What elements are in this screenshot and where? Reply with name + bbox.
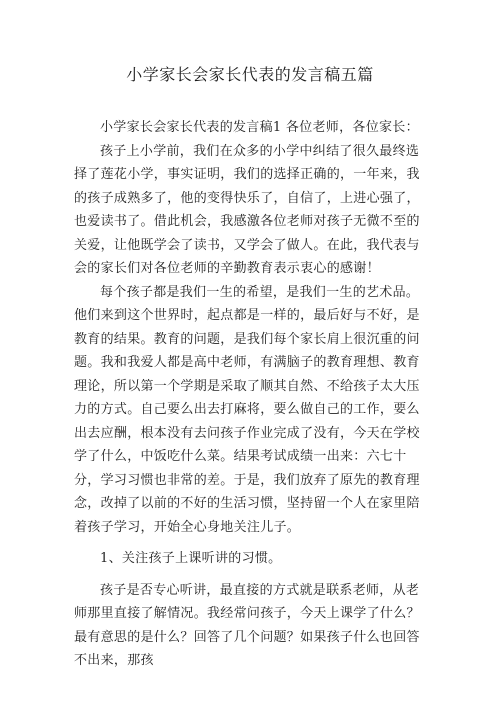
document-body (74, 116, 428, 673)
section-heading-listening-habit: 1、关注孩子上课听讲的习惯。 (100, 551, 282, 566)
paragraph-greeting: 小学家长会家长代表的发言稿1 各位老师，各位家长： (100, 120, 419, 135)
document-title: 小学家长会家长代表的发言稿五篇 (126, 65, 374, 84)
paragraph-intro: 孩子上小学前，我们在众多的小学中纠结了很久最终选择了莲花小学，事实证明，我们的选择正确的，一年来，我的孩子成熟多了，他的变得快乐了，自信了，上进心强了，也爱读书了。借此机会，我感激各位老师对孩子无微不至的关爱，让他既学会了读书，又学会了做人。在此，我代表与会的家长们对各位老师的辛勤教育表示衷心的感谢！ (74, 143, 420, 276)
paragraph-listening: 孩子是否专心听讲，最直接的方式就是联系老师，从老师那里直接了解情况。我经常问孩子，今天上课学了什么？最有意思的是什么？回答了几个问题？如果孩子什么也回答不出来，那孩 (74, 582, 420, 668)
paragraph-education: 每个孩子都是我们一生的希望，是我们一生的艺术品。他们来到这个世界时，起点都是一样的，最后好与不好，是教育的结果。教育的问题，是我们每个家长肩上很沉重的问题。我和我爱人都是高中老师，有满脑子的教育理想、教育理论，所以第一个学期是采取了顺其自然、不给孩子太大压力的方式。自己要么出去打麻将，要么做自己的工作，要么出去应酬，根本没有去问孩子作业完成了没有，今天在学校学了什么，中饭吃什么菜。结果考试成绩一出来：六七十分，学习习惯也非常的差。于是，我们放弃了原先的教育理念，改掉了以前的不好的生活习惯，坚持留一个人在家里陪着孩子学习，开始全心身地关注儿子。 (74, 284, 420, 535)
